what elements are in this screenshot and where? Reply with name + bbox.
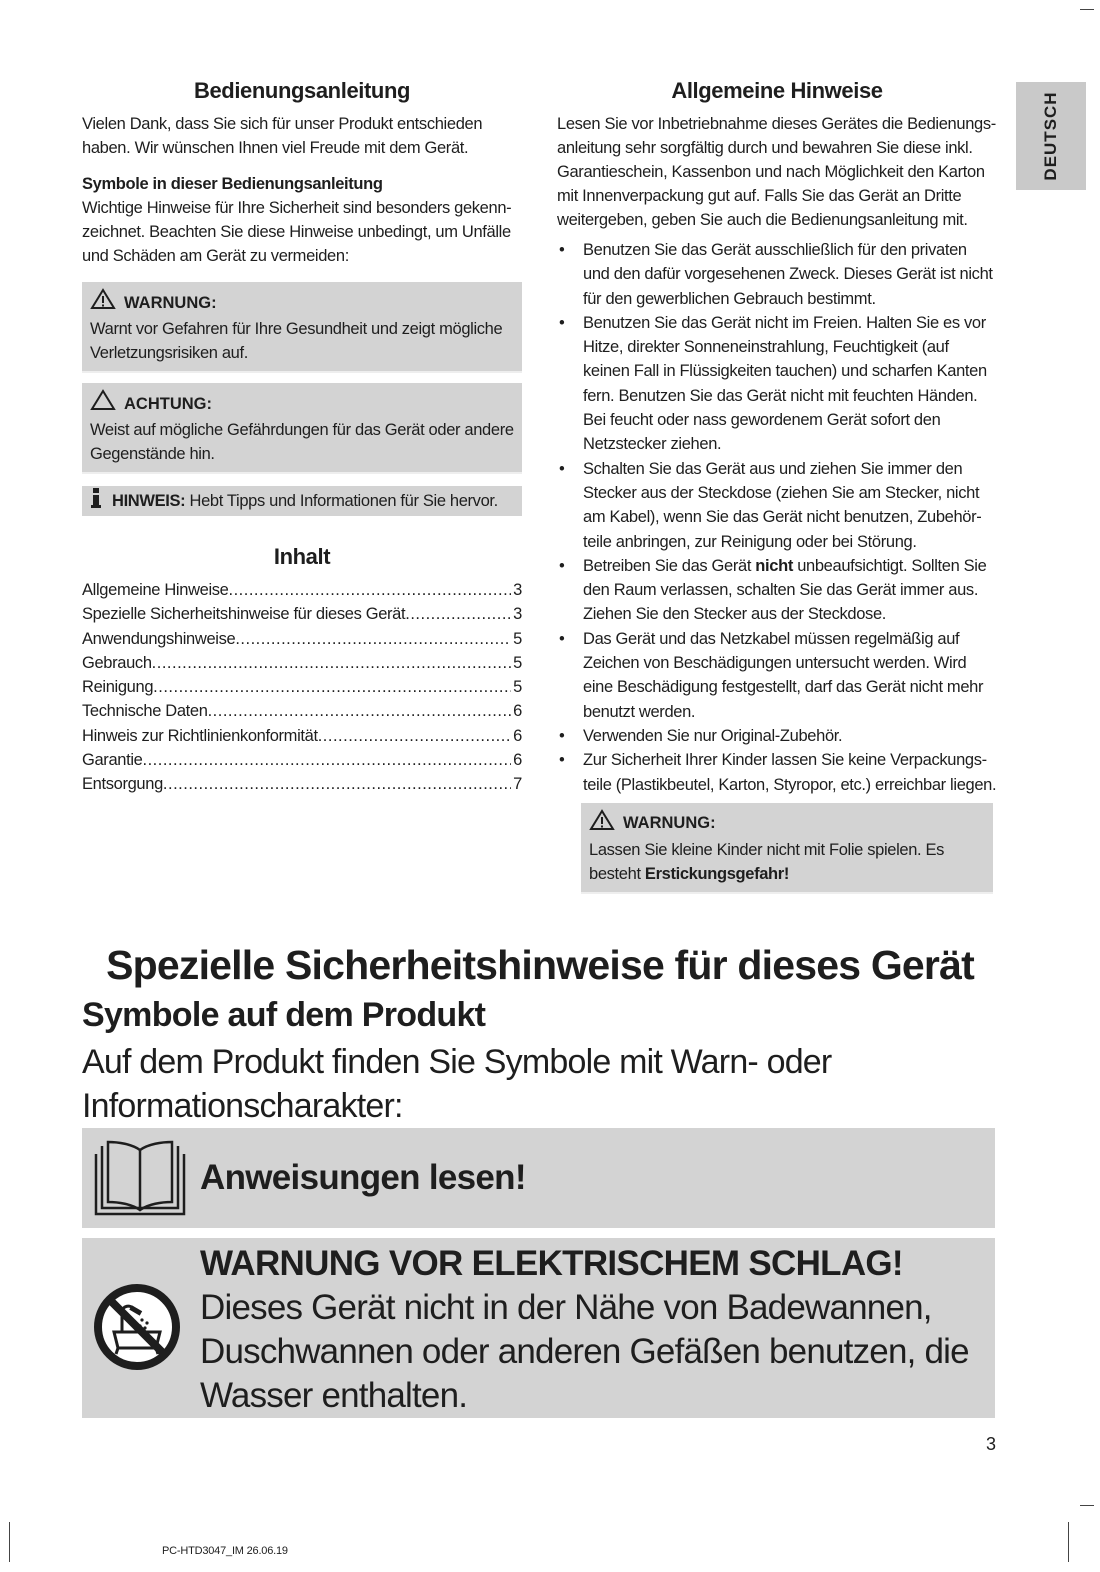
toc-leader bbox=[405, 602, 511, 626]
read-instructions-label: Anweisungen lesen! bbox=[200, 1158, 526, 1197]
intro-text: Vielen Dank, dass Sie sich für unser Produkt entschieden haben. Wir wünschen Ihnen viel Freude mit dem Gerät. bbox=[82, 115, 483, 157]
table-of-contents bbox=[82, 578, 522, 797]
list-item-bold: nicht bbox=[755, 556, 793, 575]
toc-page: 3 bbox=[513, 581, 522, 599]
toc-row bbox=[82, 651, 522, 675]
toc-page: 5 bbox=[513, 629, 522, 648]
caution-note bbox=[82, 383, 522, 474]
toc-page: 5 bbox=[513, 653, 522, 672]
caution-label: ACHTUNG: bbox=[124, 394, 212, 413]
toc-page: 6 bbox=[513, 726, 522, 745]
toc-row bbox=[82, 602, 522, 626]
toc-page: 5 bbox=[513, 678, 522, 697]
child-warning-note bbox=[581, 803, 993, 894]
info-icon bbox=[90, 488, 102, 514]
toc-page: 7 bbox=[513, 775, 522, 794]
toc-row bbox=[82, 772, 522, 796]
toc-label: Entsorgung bbox=[82, 775, 163, 794]
toc-leader bbox=[163, 772, 511, 796]
warning-triangle-icon bbox=[90, 288, 116, 317]
hint-label: HINWEIS: bbox=[112, 492, 186, 510]
language-tab bbox=[1016, 82, 1086, 190]
list-item: • Verwenden Sie nur Original-Zubehör. bbox=[557, 724, 997, 748]
toc-leader bbox=[229, 578, 512, 602]
toc-page: 6 bbox=[513, 751, 522, 770]
crop-mark-bottom-left bbox=[9, 1522, 10, 1562]
child-warning-label: WARNUNG: bbox=[623, 814, 716, 833]
list-item: • Benutzen Sie das Gerät nicht im Freien. Halten Sie es vor Hitze, direkter Sonneneinstrahlung, Feuchtigkeit (auf keinen Fall in Flüssigkeiten tauchen) und scharfen Kanten fern. Benutzen Sie das Gerät nicht mit feuchten Händen. Bei feucht oder nass gewordenem Gerät sofort den Netzstecker ziehen. bbox=[557, 311, 997, 457]
toc-leader bbox=[153, 675, 511, 699]
toc-row bbox=[82, 675, 522, 699]
toc-label: Spezielle Sicherheitshinweise für dieses Gerät bbox=[82, 605, 406, 624]
symbols-on-product-text: Auf dem Produkt finden Sie Symbole mit Warn- oder Informationscharakter: bbox=[82, 1043, 832, 1125]
safety-list bbox=[557, 238, 997, 797]
right-column bbox=[557, 78, 997, 894]
manual-title: Bedienungsanleitung bbox=[193, 78, 411, 103]
list-item: • Schalten Sie das Gerät aus und ziehen Sie immer den Stecker aus der Steckdose (ziehen Sie am Stecker, nicht am Kabel), wenn Sie das Gerät nicht benutzen, Zubehörteile anbringen, zur Reinigung oder bei Störung. bbox=[557, 457, 997, 554]
hint-text: Hebt Tipps und Informationen für Sie hervor. bbox=[189, 492, 498, 510]
toc-label: Allgemeine Hinweise bbox=[82, 581, 229, 599]
section-title: Spezielle Sicherheitshinweise für dieses Gerät bbox=[106, 942, 974, 988]
page-number: 3 bbox=[986, 1434, 997, 1454]
toc-page: 3 bbox=[513, 605, 522, 624]
toc-leader bbox=[235, 627, 511, 651]
toc-label: Hinweis zur Richtlinienkonformität bbox=[82, 726, 318, 745]
toc-leader bbox=[318, 724, 511, 748]
toc-title: Inhalt bbox=[273, 544, 331, 569]
list-item: • Zur Sicherheit Ihrer Kinder lassen Sie keine Verpackungsteile (Plastikbeutel, Karton, Styropor, etc.) erreichbar liegen. bbox=[557, 748, 997, 797]
warning-text: Warnt vor Gefahren für Ihre Gesundheit und zeigt mögliche Verletzungsrisiken auf. bbox=[90, 320, 503, 362]
no-bathtub-icon bbox=[92, 1282, 182, 1377]
electric-shock-text: Dieses Gerät nicht in der Nähe von Badewannen, Duschwannen oder anderen Gefäßen benutzen, die Wasser enthalten. bbox=[200, 1288, 969, 1415]
toc-leader bbox=[208, 699, 512, 723]
crop-mark-bottom-right bbox=[1068, 1522, 1069, 1562]
toc-label: Technische Daten bbox=[82, 702, 208, 721]
footer-code: PC-HTD3047_IM 26.06.19 bbox=[162, 1545, 288, 1557]
hint-note bbox=[82, 486, 522, 516]
toc-leader bbox=[143, 748, 512, 772]
toc-label: Gebrauch bbox=[82, 653, 152, 672]
toc-label: Anwendungshinweise bbox=[82, 629, 236, 648]
symbols-text: Wichtige Hinweise für Ihre Sicherheit sind besonders gekennzeichnet. Beachten Sie diese Hinweise unbedingt, um Unfälle und Schäden am Gerät zu vermeiden: bbox=[82, 199, 512, 265]
toc-page: 6 bbox=[513, 702, 522, 721]
electric-shock-title: WARNUNG VOR ELEKTRISCHEM SCHLAG! bbox=[200, 1244, 903, 1283]
toc-row bbox=[82, 724, 522, 748]
list-item: • Benutzen Sie das Gerät ausschließlich für den privaten und den dafür vorgesehenen Zweck. Dieses Gerät ist nicht für den gewerblichen Gebrauch bestimmt. bbox=[557, 238, 997, 311]
open-book-icon bbox=[92, 1140, 188, 1221]
toc-label: Garantie bbox=[82, 751, 143, 770]
warning-note bbox=[82, 282, 522, 373]
toc-row bbox=[82, 627, 522, 651]
general-notes-title: Allgemeine Hinweise bbox=[671, 78, 883, 103]
crop-mark-top-right bbox=[1080, 9, 1094, 10]
toc-row bbox=[82, 748, 522, 772]
warning-label: WARNUNG: bbox=[124, 293, 217, 312]
language-tab-label: DEUTSCH bbox=[1041, 91, 1060, 181]
caution-triangle-icon bbox=[90, 389, 116, 418]
warning-triangle-icon bbox=[589, 809, 615, 838]
caution-text: Weist auf mögliche Gefährdungen für das Gerät oder andere Gegenstände hin. bbox=[90, 421, 514, 463]
read-instructions-box bbox=[82, 1128, 995, 1228]
toc-leader bbox=[152, 651, 512, 675]
symbols-heading: Symbole in dieser Bedienungsanleitung bbox=[82, 175, 383, 193]
toc-label: Reinigung bbox=[82, 678, 154, 697]
list-item-text: unbeaufsichtigt. Sollten Sie den Raum verlassen, schalten Sie das Gerät immer aus. Ziehen Sie den Stecker aus der Steckdose. bbox=[583, 556, 987, 624]
list-item bbox=[557, 554, 997, 627]
electric-shock-warning-box bbox=[82, 1238, 995, 1418]
list-item: • Das Gerät und das Netzkabel müssen regelmäßig auf Zeichen von Beschädigungen untersucht werden. Wird eine Beschädigung festgestellt, darf das Gerät nicht mehr benutzt werden. bbox=[557, 627, 997, 724]
left-column bbox=[82, 78, 522, 797]
general-notes-intro: Lesen Sie vor Inbetriebnahme dieses Gerätes die Bedienungsanleitung sehr sorgfältig durch und bewahren Sie diese inkl. Garantieschein, Kassenbon und nach Möglichkeit den Karton mit Innenverpackung gut auf. Falls Sie das Gerät an Dritte weitergeben, geben Sie auch die Bedienungsanleitung mit. bbox=[557, 115, 997, 229]
toc-row bbox=[82, 578, 522, 602]
list-item-text: Betreiben Sie das Gerät bbox=[583, 556, 756, 575]
crop-mark-right bbox=[1080, 1505, 1094, 1506]
child-warning-text: Lassen Sie kleine Kinder nicht mit Folie spielen. Es besteht Erstickungsgefahr! bbox=[589, 840, 945, 883]
toc-row bbox=[82, 699, 522, 723]
symbols-on-product-title: Symbole auf dem Produkt bbox=[82, 996, 486, 1034]
